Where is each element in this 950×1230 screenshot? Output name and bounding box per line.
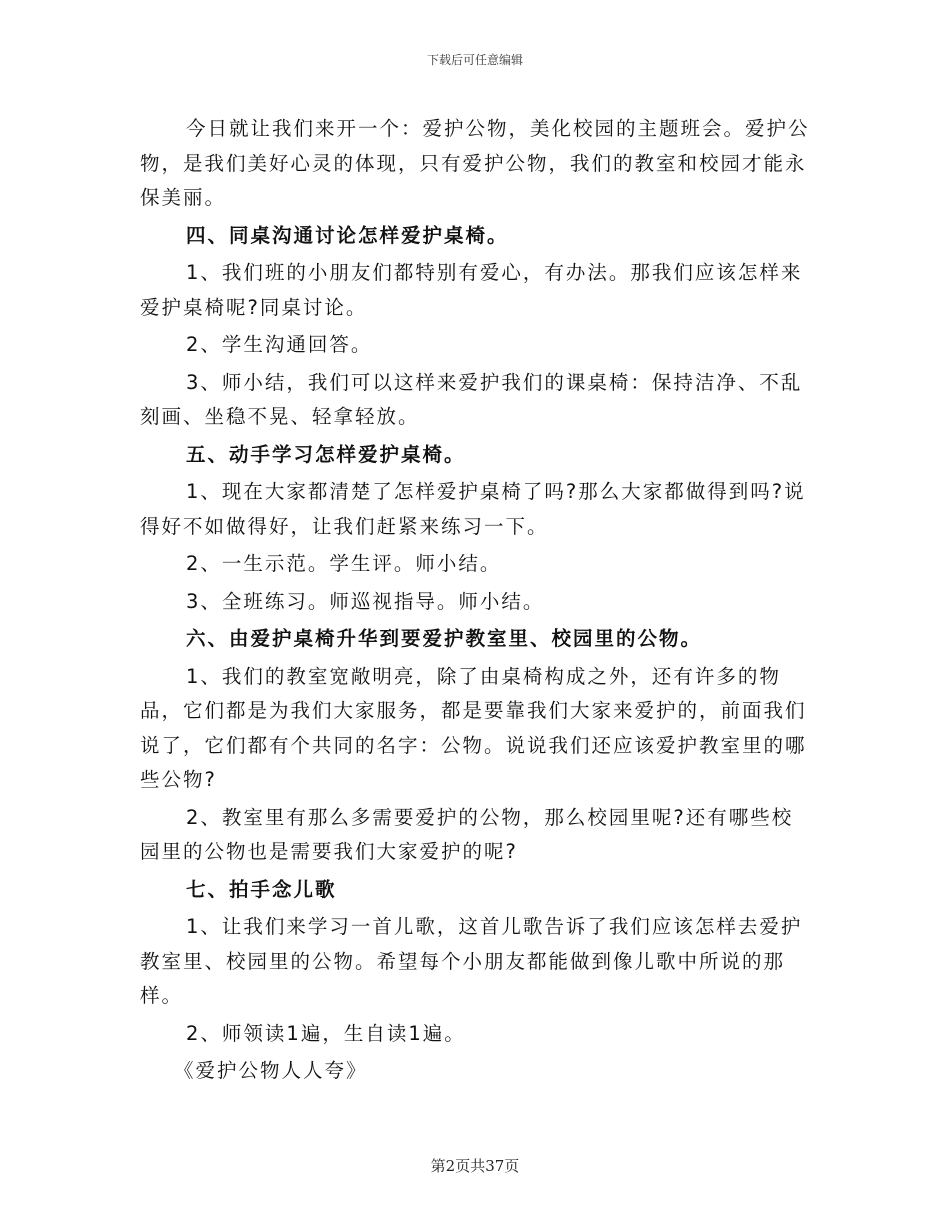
song-title: 《爱护公物人人夸》 [174,1059,368,1082]
paragraph-4-3: 3、师小结，我们可以这样来爱护我们的课桌椅：保持洁净、不乱刻画、坐稳不晃、轻拿轻放。 [140,370,803,428]
section-heading-5: 五、动手学习怎样爱护桌椅。 [186,442,466,466]
document-body [140,112,810,1089]
page-footer: 第2页共37页 [430,1157,520,1175]
paragraph-6-1: 1、我们的教室宽敞明亮，除了由桌椅构成之外，还有许多的物品，它们都是为我们大家服务，都是要靠我们大家来爱护的，前面我们说了，它们都有个共同的名字：公物。说说我们还应该爱护教室里的哪些公物? [140,664,807,791]
section-heading-4: 四、同桌沟通讨论怎样爱护桌椅。 [186,223,509,247]
paragraph-intro: 今日就让我们来开一个：爱护公物，美化校园的主题班会。爱护公物，是我们美好心灵的体现，只有爱护公物，我们的教室和校园才能永保美丽。 [140,117,810,209]
paragraph-7-2: 2、师领读1遍，生自读1遍。 [186,1021,466,1045]
paragraph-6-2: 2、教室里有那么多需要爱护的公物，那么校园里呢?还有哪些校园里的公物也是需要我们大家爱护的呢? [140,805,794,863]
paragraph-5-3: 3、全班练习。师巡视指导。师小结。 [186,589,545,613]
paragraph-5-2: 2、一生示范。学生评。师小结。 [186,552,502,575]
section-heading-7: 七、拍手念儿歌 [186,877,337,901]
paragraph-7-1: 1、让我们来学习一首儿歌，这首儿歌告诉了我们应该怎样去爱护教室里、校园里的公物。希望每个小朋友都能做到像儿歌中所说的那样。 [140,915,803,1007]
paragraph-5-1: 1、现在大家都清楚了怎样爱护桌椅了吗?那么大家都做得到吗?说得好不如做得好，让我们赶紧来练习一下。 [140,480,806,538]
paragraph-4-1: 1、我们班的小朋友们都特别有爱心，有办法。那我们应该怎样来爱护桌椅呢?同桌讨论。 [140,261,803,319]
section-heading-6: 六、由爱护桌椅升华到要爱护教室里、校园里的公物。 [186,627,703,650]
paragraph-4-2: 2、学生沟通回答。 [186,333,373,356]
page-header: 下载后可任意编辑 [426,53,523,67]
